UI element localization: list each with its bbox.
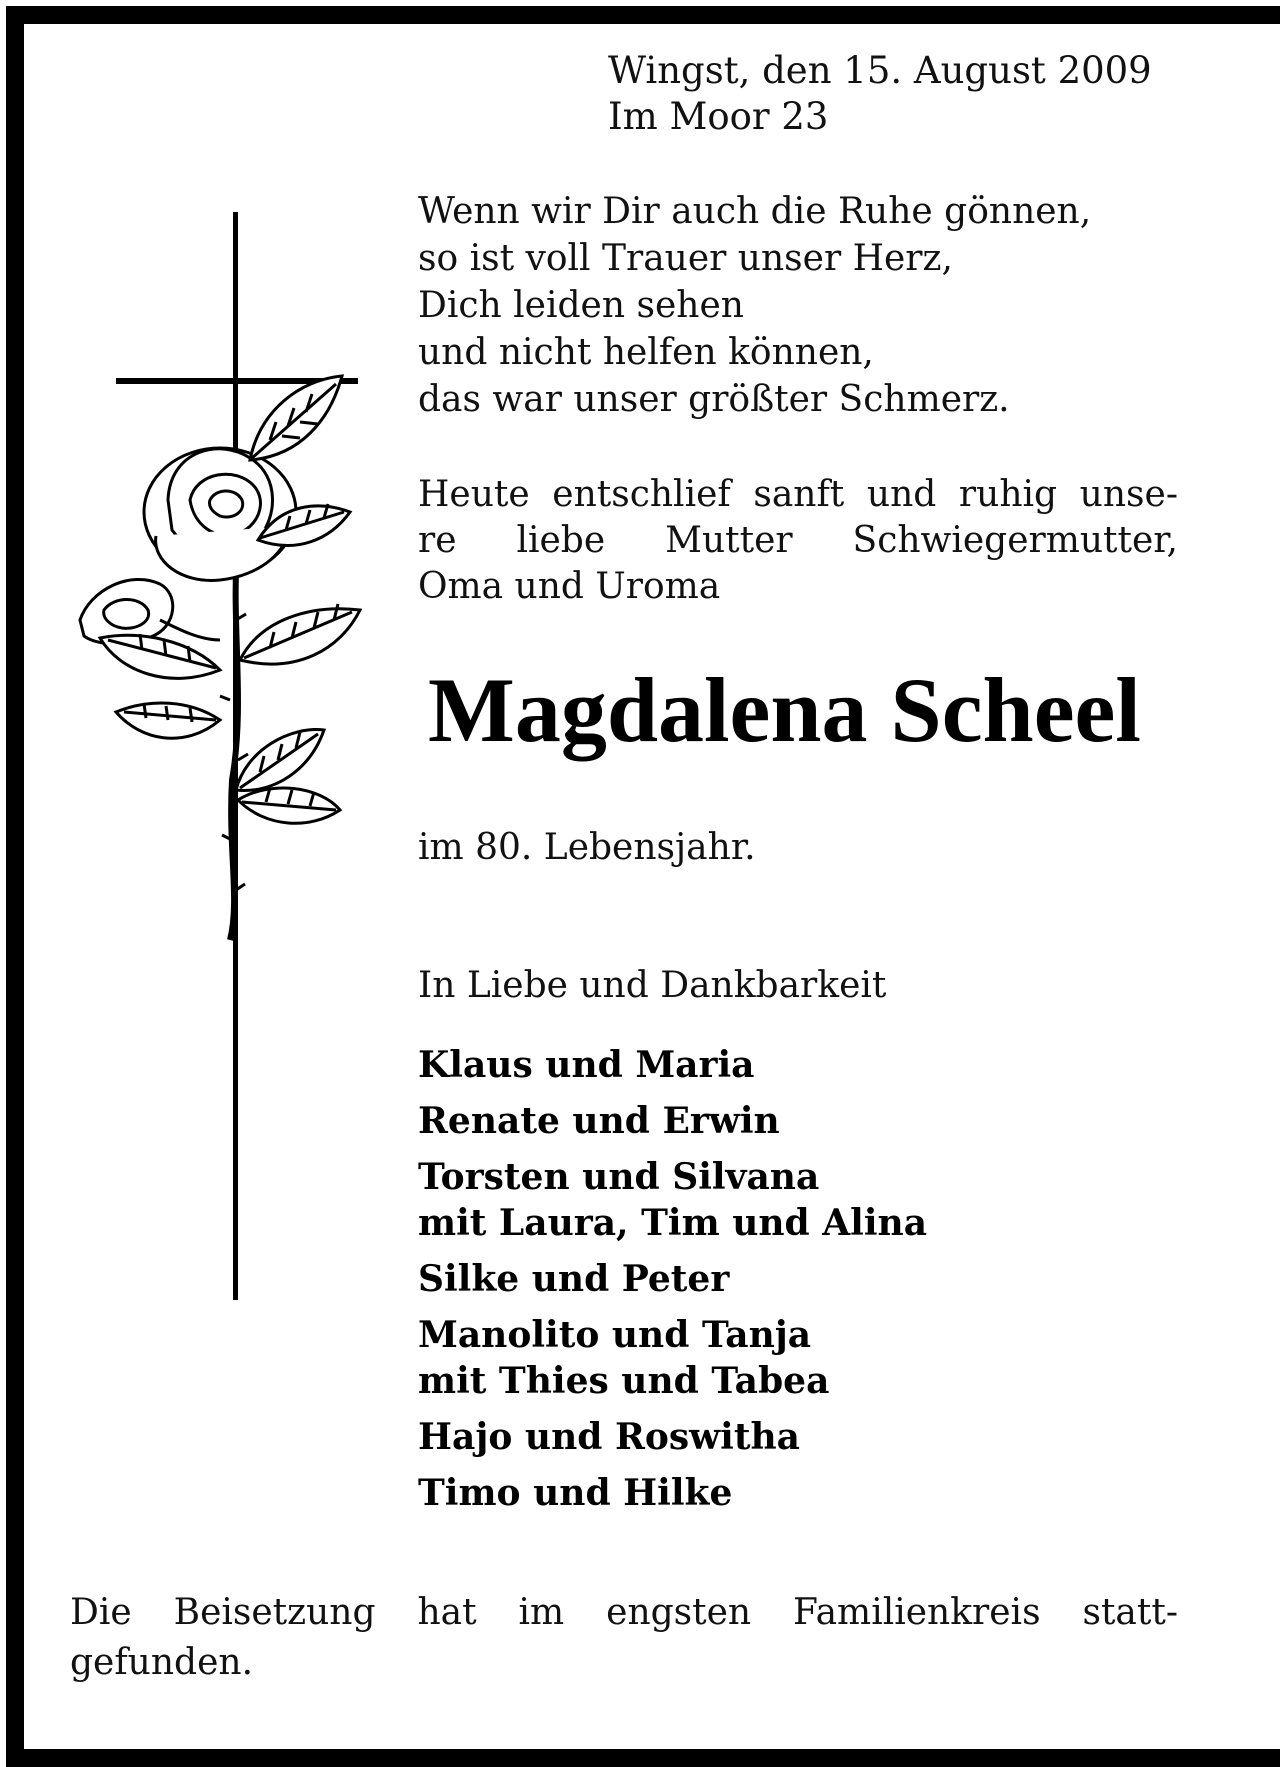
cross-and-rose-ornament	[60, 200, 380, 1300]
family-entry	[418, 1098, 927, 1144]
deceased-name: Magdalena Scheel	[428, 659, 1141, 761]
poem-line: und nicht helfen können,	[418, 332, 874, 373]
family-entry	[418, 1414, 927, 1460]
family-entry	[418, 1470, 927, 1516]
address: Im Moor 23	[608, 95, 829, 138]
family-entry	[418, 1312, 927, 1404]
family-entry-line: Timo und Hilke	[418, 1472, 733, 1514]
poem	[418, 188, 1091, 423]
family-entry	[418, 1256, 927, 1302]
announcement-text	[418, 472, 1178, 610]
age-text: im 80. Lebensjahr.	[418, 827, 756, 868]
poem-line: das war unser größter Schmerz.	[418, 379, 1010, 420]
poem-line: Wenn wir Dir auch die Ruhe gönnen,	[418, 191, 1092, 232]
family-entry-line: Renate und Erwin	[418, 1100, 780, 1142]
family-entry-line: mit Laura, Tim und Alina	[418, 1202, 928, 1244]
family-entry-line: mit Thies und Tabea	[418, 1360, 830, 1402]
family-entry-line: Torsten und Silvana	[418, 1156, 820, 1198]
announcement-line: Heute entschlief sanft und ruhig unse-	[418, 474, 1178, 515]
place-date: Wingst, den 15. August 2009	[608, 49, 1152, 92]
announcement-line: Oma und Uroma	[418, 566, 721, 607]
burial-notice-line: gefunden.	[70, 1642, 254, 1683]
family-list	[418, 1042, 927, 1526]
poem-line: Dich leiden sehen	[418, 285, 744, 326]
closing-phrase: In Liebe und Dankbarkeit	[418, 965, 887, 1006]
family-entry-line: Klaus und Maria	[418, 1044, 755, 1086]
burial-notice-line: Die Beisetzung hat im engsten Familienkreis statt-	[70, 1592, 1178, 1633]
rose-icon	[80, 376, 360, 940]
family-entry	[418, 1154, 927, 1246]
family-entry-line: Manolito und Tanja	[418, 1314, 812, 1356]
family-entry-line: Hajo und Roswitha	[418, 1416, 800, 1458]
place-and-date-block	[608, 48, 1152, 140]
poem-line: so ist voll Trauer unser Herz,	[418, 238, 953, 279]
family-entry-line: Silke und Peter	[418, 1258, 730, 1300]
burial-notice	[70, 1588, 1178, 1688]
family-entry	[418, 1042, 927, 1088]
announcement-line: re liebe Mutter Schwiegermutter,	[418, 520, 1178, 561]
